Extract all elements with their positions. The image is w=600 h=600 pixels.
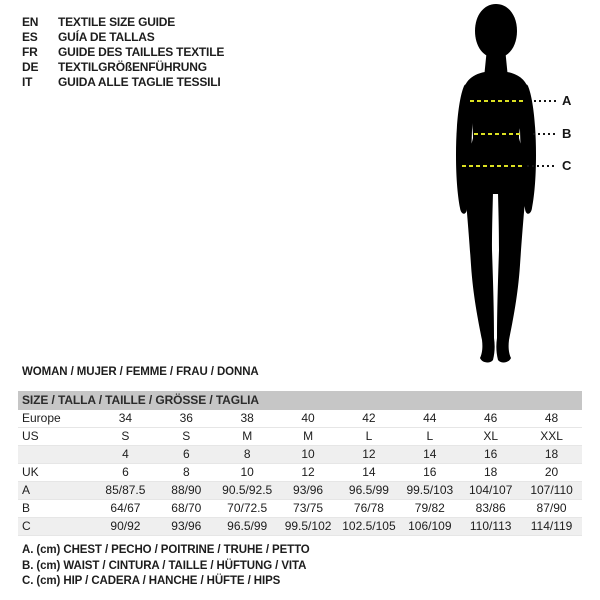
woman-silhouette-icon [440, 0, 600, 380]
table-row-label [18, 446, 95, 463]
table-cell: 4 [122, 447, 129, 461]
table-cell: 99.5/103 [406, 483, 454, 497]
table-cell: 68/70 [171, 501, 202, 515]
table-cell: L [426, 429, 434, 443]
measure-dash-line [474, 133, 520, 135]
table-cell: 34 [118, 411, 133, 425]
table-cell: 70/72.5 [227, 501, 268, 515]
language-code: EN [22, 15, 39, 29]
table-cell: 14 [423, 447, 437, 461]
table-cell: M [242, 429, 253, 443]
table-cell: 76/78 [353, 501, 384, 515]
measure-leader-line [527, 165, 555, 167]
woman-silhouette-figure [440, 0, 600, 380]
measure-dash-line [462, 165, 524, 167]
table-cell: 87/90 [536, 501, 567, 515]
legend-line: A. (cm) CHEST / PECHO / POITRINE / TRUHE / PETTO [22, 544, 310, 556]
measure-label: C [562, 158, 572, 173]
table-cell: 42 [362, 411, 376, 425]
measure-label: A [562, 93, 572, 108]
table-cell: 93/96 [171, 519, 202, 533]
table-cell: 6 [122, 465, 129, 479]
table-cell: 64/67 [110, 501, 141, 515]
table-cell: S [121, 429, 130, 443]
table-cell: 114/119 [530, 519, 573, 533]
table-cell: 83/86 [475, 501, 506, 515]
legend-line: B. (cm) WAIST / CINTURA / TAILLE / HÜFTUNG / VITA [22, 559, 307, 572]
language-code: FR [22, 45, 38, 59]
table-cell: L [365, 429, 373, 443]
table-cell: S [182, 429, 191, 443]
table-cell: 8 [182, 465, 190, 479]
table-cell: 93/96 [293, 483, 324, 497]
language-code: DE [22, 60, 39, 74]
table-cell: 12 [301, 465, 315, 479]
table-cell: 16 [423, 465, 437, 479]
language-code: ES [22, 30, 38, 44]
language-row [22, 30, 224, 45]
table-cell: 36 [179, 411, 193, 425]
table-cell: 73/75 [293, 501, 324, 515]
size-table-bottom-border [18, 535, 582, 536]
table-cell: 90/92 [110, 519, 141, 533]
measure-dash-line [470, 100, 524, 102]
table-cell: 6 [182, 447, 190, 461]
language-list [22, 15, 224, 90]
table-row [18, 463, 582, 481]
language-code: IT [22, 75, 33, 89]
table-cell: 38 [240, 411, 254, 425]
table-cell: 102.5/105 [342, 519, 396, 533]
table-row [18, 517, 582, 535]
table-cell: M [303, 429, 314, 443]
table-cell: XXL [540, 429, 563, 443]
table-cell: 107/110 [530, 483, 573, 497]
table-row [18, 499, 582, 517]
table-row-label: Europe [22, 411, 61, 425]
table-cell: 46 [484, 411, 498, 425]
size-table [18, 391, 582, 536]
table-cell: 12 [362, 447, 376, 461]
table-cell: 20 [544, 465, 559, 479]
table-cell: XL [483, 429, 499, 443]
table-cell: 90.5/92.5 [222, 483, 273, 497]
table-cell: 18 [484, 465, 498, 479]
table-row [18, 445, 582, 463]
table-row [18, 427, 582, 445]
table-cell: 85/87.5 [105, 483, 146, 497]
table-cell: 44 [423, 411, 437, 425]
table-row-label: A [22, 483, 31, 497]
table-cell: 16 [484, 447, 498, 461]
table-cell: 96.5/99 [227, 519, 268, 533]
table-row [18, 410, 582, 427]
table-row-label: UK [22, 465, 39, 479]
table-row [18, 481, 582, 499]
table-row-label: B [22, 501, 31, 515]
table-cell: 18 [544, 447, 559, 461]
table-cell: 14 [362, 465, 376, 479]
language-label: TEXTILGRÖßENFÜHRUNG [58, 60, 207, 74]
table-cell: 110/113 [469, 519, 512, 533]
table-cell: 104/107 [468, 483, 513, 497]
table-cell: 10 [240, 465, 254, 479]
table-cell: 8 [243, 447, 251, 461]
language-label: GUIDA ALLE TAGLIE TESSILI [58, 75, 221, 89]
measure-leader-line [534, 100, 557, 102]
measure-label: B [562, 126, 572, 141]
language-row [22, 15, 224, 30]
table-cell: 99.5/102 [284, 519, 332, 533]
section-title: WOMAN / MUJER / FEMME / FRAU / DONNA [22, 366, 259, 378]
legend [22, 543, 310, 590]
size-table-body [18, 410, 582, 535]
table-cell: 79/82 [414, 501, 445, 515]
measure-leader-line [533, 133, 557, 135]
language-row [22, 60, 224, 75]
table-row-label: US [22, 429, 39, 443]
language-row [22, 75, 224, 90]
table-cell: 96.5/99 [348, 483, 389, 497]
language-row [22, 45, 224, 60]
table-cell: 106/109 [408, 519, 452, 533]
table-cell: 10 [301, 447, 315, 461]
table-cell: 48 [544, 411, 559, 425]
language-label: GUIDE DES TAILLES TEXTILE [58, 45, 225, 59]
table-row-label: C [22, 519, 31, 533]
table-cell: 40 [301, 411, 315, 425]
size-table-header: SIZE / TALLA / TAILLE / GRÖSSE / TAGLIA [18, 391, 582, 410]
language-label: GUÍA DE TALLAS [58, 30, 155, 44]
legend-line: C. (cm) HIP / CADERA / HANCHE / HÜFTE / HIPS [22, 575, 281, 587]
language-label: TEXTILE SIZE GUIDE [58, 15, 176, 29]
table-cell: 88/90 [171, 483, 202, 497]
